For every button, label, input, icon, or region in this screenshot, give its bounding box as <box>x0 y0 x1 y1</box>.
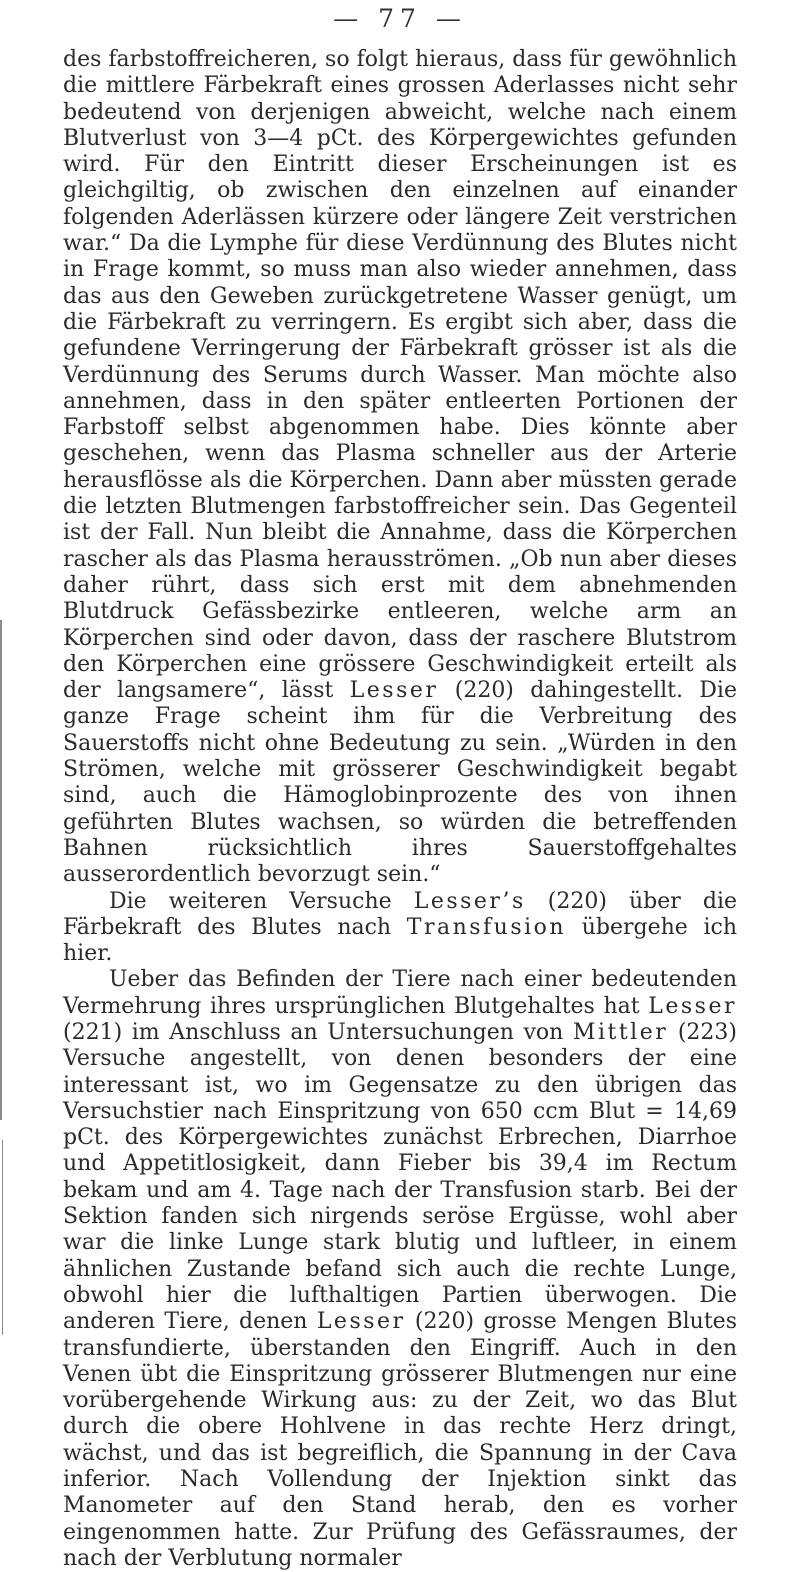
body-text <box>63 47 737 1572</box>
text-segment: des farbstoffreicheren, so folgt hieraus, dass für gewöhnlich die mittlere Färbekraft eines grossen Aderlasses nicht sehr bedeutend von derjenigen abweicht, welche nach einem Blutverlust von 3—4 pCt. des Körpergewichtes gefunden wird. Für den Eintritt dieser Erscheinungen ist es gleichgiltig, ob zwischen den einzelnen auf einander folgenden Aderlässen kürzere oder längere Zeit verstrichen war.“ Da die Lymphe für diese Verdünnung des Blutes nicht in Frage kommt, so muss man also wieder annehmen, dass das aus den Geweben zurückgetretene Wasser genügt, um die Färbekraft zu verringern. Es ergibt sich aber, dass die gefundene Verringerung der Färbekraft grösser ist als die Verdünnung des Serums durch Wasser. Man möchte also annehmen, dass in den später entleerten Portionen der Farbstoff selbst abgenommen habe. Dies könnte aber geschehen, wenn das Plasma schneller aus der Arterie herausflösse als die Körperchen. Dann aber müssten gerade die letzten Blutmengen farbstoffreicher sein. Das Gegenteil ist der Fall. Nun bleibt die Annahme, dass die Körperchen rascher als das Plasma herausströmen. „Ob nun aber dieses daher rührt, dass sich erst mit dem abnehmenden Blutdruck Gefässbezirke entleeren, welche arm an Körperchen sind oder davon, dass der raschere Blutstrom den Körperchen eine grössere Geschwindigkeit erteilt als der langsamere“, lässt <box>63 47 737 704</box>
text-segment: Die weiteren Versuche <box>109 888 414 914</box>
page-number: — 77 — <box>333 4 467 33</box>
scan-edge-shadow <box>0 620 2 1120</box>
author-name-lesser: Lesser <box>648 993 737 1019</box>
author-name-mittler: Mittler <box>572 1019 669 1045</box>
author-name-lesser: Lesser <box>316 1309 406 1335</box>
paragraph-1 <box>63 47 737 889</box>
text-segment: (220) über die Färbekraft des Blutes nach <box>63 888 737 940</box>
text-segment: übergehe ich hier. <box>63 914 738 967</box>
emphasis-transfusion: Transfusion <box>406 914 567 940</box>
author-name-lesser: Lesser’s <box>413 888 526 914</box>
text-segment: (220) dahingestellt. Die ganze Frage scheint ihm für die Verbreitung des Sauerstoffs nicht ohne Bedeutung zu sein. „Würden in den Strömen, welche mit grösserer Geschwindigkeit begabt sind, auch die Hämoglobinprozente des von ihnen geführten Blutes wachsen, so würden die betreffenden Bahnen rücksichtlich ihres Sauerstoffgehaltes ausserordentlich bevorzugt sein.“ <box>63 678 737 888</box>
paragraph-2 <box>63 889 737 968</box>
author-name-lesser: Lesser <box>349 678 439 704</box>
text-segment: (221) im Anschluss an Untersuchungen von <box>63 1019 573 1045</box>
scan-edge-shadow <box>2 1140 3 1335</box>
text-segment: (220) grosse Mengen Blutes transfundierte, überstanden den Eingriff. Auch in den Venen übt die Einspritzung grösserer Blutmengen nur eine vorübergehende Wirkung aus: zu der Zeit, wo das Blut durch die obere Hohlvene in das rechte Herz dringt, wächst, und das ist begreiflich, die Spannung in der Cava inferior. Nach Vollendung der Injektion sinkt das Manometer auf den Stand herab, den es vorher eingenommen hatte. Zur Prüfung des Gefässraumes, der nach der Verblutung normaler <box>63 1309 737 1571</box>
text-segment: Ueber das Befinden der Tiere nach einer bedeutenden Vermehrung ihres ursprünglichen Blutgehaltes hat <box>63 967 737 1019</box>
paragraph-3 <box>63 967 737 1572</box>
text-segment: (223) Versuche angestellt, von denen besonders der eine interessant ist, wo im Gegensatze zu den übrigen das Versuchstier nach Einspritzung von 650 ccm Blut = 14,69 pCt. des Körpergewichtes zunächst Erbrechen, Diarrhoe und Appetitlosigkeit, dann Fieber bis 39,4 im Rectum bekam und am 4. Tage nach der Transfusion starb. Bei der Sektion fanden sich nirgends seröse Ergüsse, wohl aber war die linke Lunge stark blutig und luftleer, in einem ähnlichen Zustande befand sich auch die rechte Lunge, obwohl hier die lufthaltigen Partien überwogen. Die anderen Tiere, denen <box>63 1019 737 1335</box>
